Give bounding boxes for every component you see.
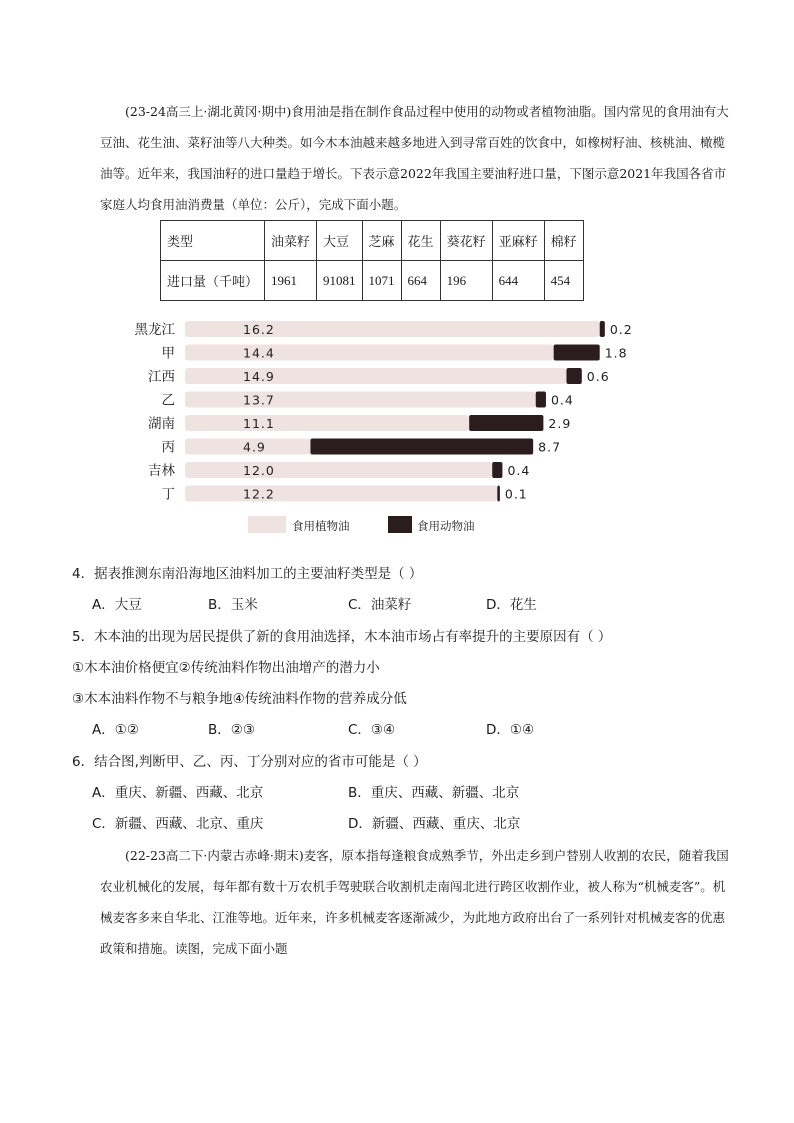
animal-oil-bar [469, 415, 543, 431]
table-cell: 花生 [401, 221, 440, 261]
table-cell: 664 [401, 261, 440, 301]
intro-text: 食用油是指在制作食品过程中使用的动物或者植物油脂。国内常见的食用油有大豆油、花生油、菜籽油等八大种类。如今木本油越来越多地进入到寻常百姓的饮食中，如橡树籽油、核桃油、橄榄油等。近年来，我国油籽的进口量趋于增长。下表示意2022年我国主要油籽进口量，下图示意2021年我国各省市家庭人均食用油消费量（单位：公斤），完成下面小题。 [100, 104, 729, 212]
legend-animal-label: 食用动物油 [417, 519, 475, 533]
q6-option-b[interactable]: B．重庆、西藏、新疆、北京 [348, 785, 520, 801]
animal-oil-bar [497, 486, 500, 502]
table-header-row [161, 221, 584, 261]
plant-oil-bar [185, 345, 554, 361]
question-5-line-1: ①木本油价格便宜②传统油料作物出油增产的潜力小 [72, 660, 380, 676]
plant-oil-value-label: 14.4 [243, 345, 275, 361]
animal-oil-value-label: 0.2 [609, 322, 633, 337]
q5-option-d[interactable]: D．①④ [486, 722, 535, 738]
plant-oil-value-label: 16.2 [243, 322, 275, 337]
q5-option-c[interactable]: C．③④ [348, 722, 396, 738]
q5-option-b[interactable]: B．②③ [208, 722, 255, 738]
plant-oil-bar [185, 415, 469, 431]
table-cell: 类型 [161, 221, 265, 261]
table-cell: 葵花籽 [440, 221, 492, 261]
animal-oil-bar [554, 345, 600, 361]
plant-oil-value-label: 12.2 [243, 486, 275, 502]
table-cell: 棉籽 [544, 221, 583, 261]
q4-option-b[interactable]: B．玉米 [208, 597, 258, 613]
animal-oil-bar [492, 462, 502, 478]
table-cell: 1071 [362, 261, 401, 301]
table-cell: 油菜籽 [265, 221, 317, 261]
table-cell: 454 [544, 261, 583, 301]
plant-oil-bar [185, 392, 536, 408]
animal-oil-value-label: 8.7 [538, 439, 562, 455]
animal-oil-bar [536, 392, 546, 408]
oilseed-import-table [160, 220, 584, 301]
plant-oil-value-label: 14.9 [243, 369, 275, 384]
q5-option-a[interactable]: A．①② [92, 722, 139, 738]
category-label: 乙 [161, 392, 175, 409]
category-label: 江西 [148, 369, 175, 385]
category-label: 吉林 [148, 463, 175, 479]
legend-plant-label: 食用植物油 [292, 519, 350, 533]
animal-oil-value-label: 0.4 [550, 392, 574, 408]
question-5-line-2: ③木本油料作物不与粮争地④传统油料作物的营养成分低 [72, 691, 407, 707]
q6-option-a[interactable]: A．重庆、新疆、西藏、北京 [92, 785, 264, 801]
table-cell: 644 [492, 261, 544, 301]
table-cell: 196 [440, 261, 492, 301]
q6-option-d[interactable]: D．新疆、西藏、重庆、北京 [348, 816, 521, 832]
animal-oil-value-label: 2.9 [548, 416, 572, 431]
passage-2-text: 麦客，原本指每逢粮食成熟季节，外出走乡到户替别人收割的农民，随着我国农业机械化的发展，每年都有数十万农机手驾驶联合收割机走南闯北进行跨区收割作业，被人称为“机械麦客”。机械麦客多来自华北、江淮等地。近年来，许多机械麦客逐渐减少，为此地方政府出台了一系列针对机械麦客的优惠政策和措施。读图，完成下面小题 [100, 848, 729, 956]
question-6-stem: 6．结合图,判断甲、乙、丙、丁分别对应的省市可能是（ ） [72, 754, 427, 770]
category-label: 丙 [161, 439, 175, 456]
category-label: 黑龙江 [134, 322, 175, 338]
intro-source: (23-24高三上·湖北黄冈·期中) [125, 104, 292, 119]
intro-paragraph [100, 96, 736, 220]
question-5-stem: 5．木本油的出现为居民提供了新的食用油选择，木本油市场占有率提升的主要原因有（ ） [72, 629, 612, 645]
table-cell: 亚麻籽 [492, 221, 544, 261]
category-label: 甲 [161, 345, 175, 362]
animal-oil-bar [566, 368, 581, 384]
table-cell: 进口量（千吨） [161, 261, 265, 301]
passage-2-source: (22-23高二下·内蒙古赤峰·期末) [125, 848, 304, 863]
plant-oil-bar [185, 462, 492, 478]
animal-oil-bar [310, 439, 533, 455]
q4-option-d[interactable]: D．花生 [486, 597, 537, 613]
plant-oil-value-label: 11.1 [243, 416, 275, 431]
q4-option-a[interactable]: A．大豆 [92, 597, 142, 613]
q4-option-c[interactable]: C．油菜籽 [348, 597, 412, 613]
table-row [161, 261, 584, 301]
legend-animal-swatch [388, 516, 412, 533]
animal-oil-value-label: 0.1 [504, 486, 528, 502]
oil-consumption-chart [120, 313, 680, 543]
passage-2 [100, 840, 736, 964]
table-cell: 1961 [265, 261, 317, 301]
category-label: 丁 [161, 486, 175, 503]
category-label: 湖南 [148, 416, 175, 432]
plant-oil-value-label: 12.0 [243, 463, 275, 478]
table-cell: 91081 [317, 261, 363, 301]
plant-oil-value-label: 4.9 [243, 439, 266, 455]
q6-option-c[interactable]: C．新疆、西藏、北京、重庆 [92, 816, 264, 832]
plant-oil-bar [185, 486, 497, 502]
legend-plant-swatch [248, 516, 286, 533]
animal-oil-value-label: 0.4 [507, 463, 531, 478]
plant-oil-value-label: 13.7 [243, 392, 275, 408]
table-cell: 大豆 [317, 221, 363, 261]
animal-oil-bar [600, 321, 605, 337]
animal-oil-value-label: 0.6 [586, 369, 610, 384]
question-4-stem: 4．据表推测东南沿海地区油料加工的主要油籽类型是（ ） [72, 566, 423, 582]
table-cell: 芝麻 [362, 221, 401, 261]
chart-svg [120, 313, 680, 543]
animal-oil-value-label: 1.8 [604, 345, 628, 361]
